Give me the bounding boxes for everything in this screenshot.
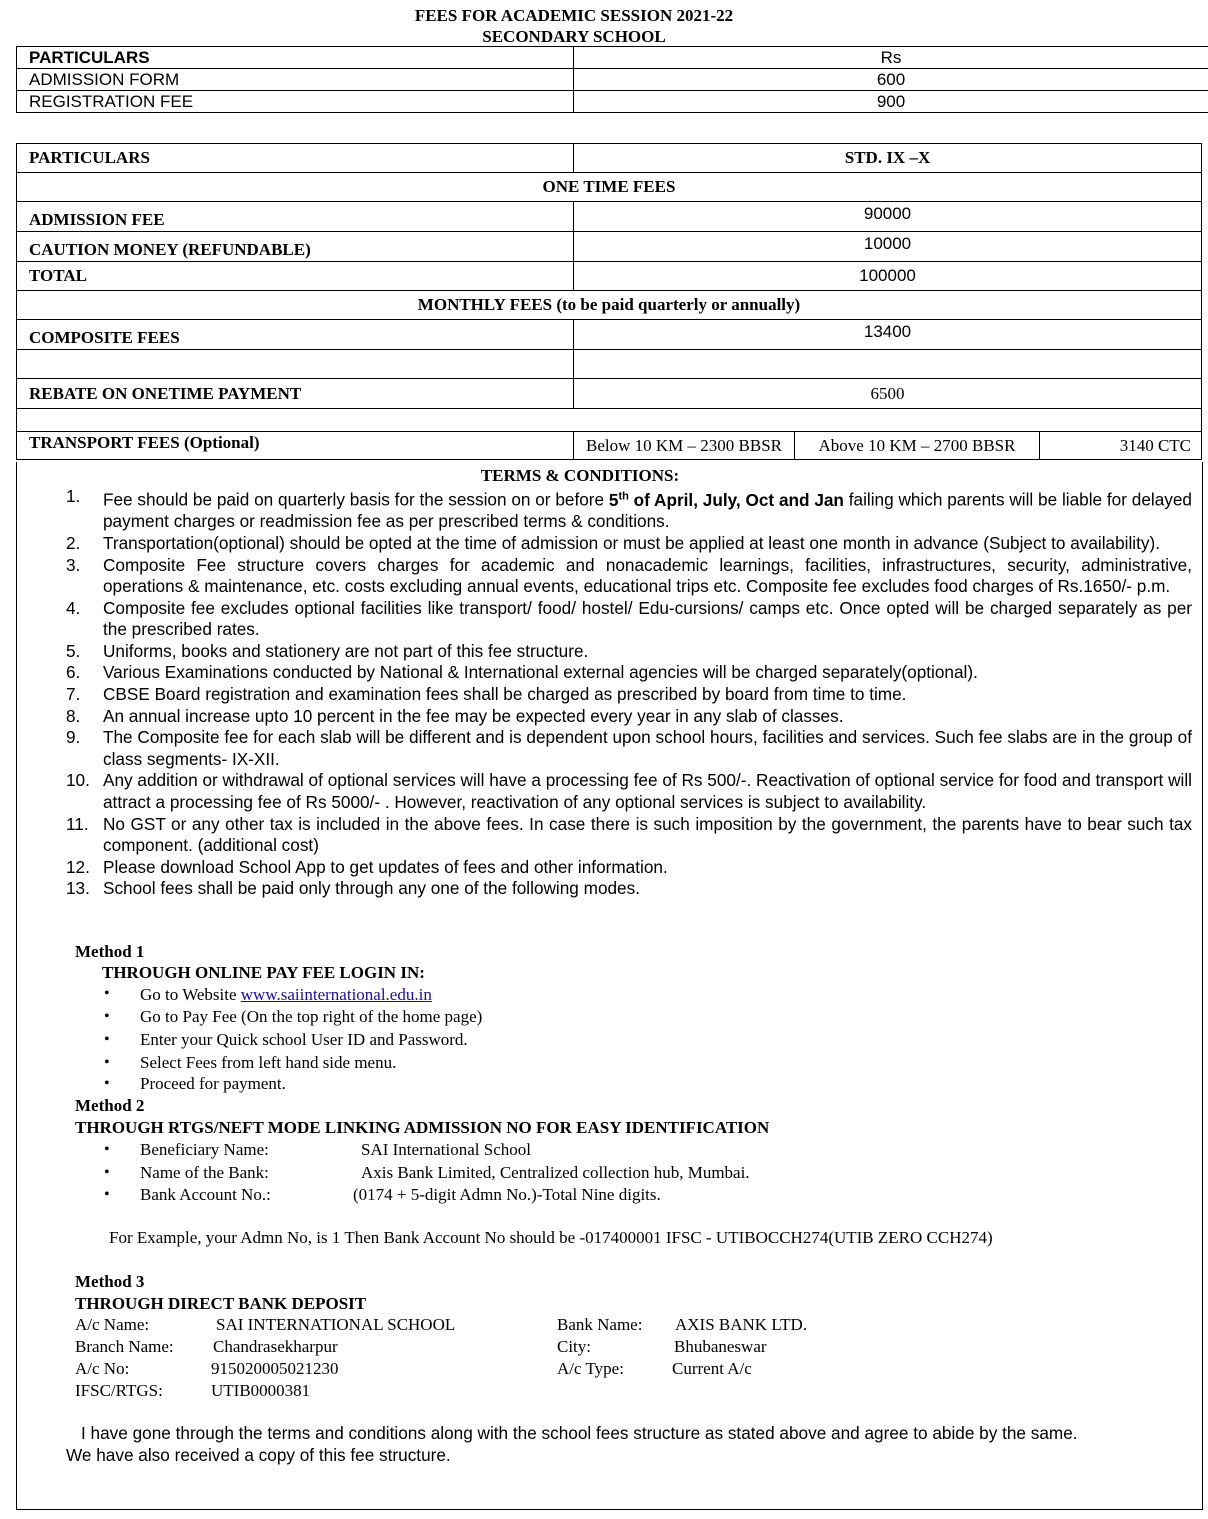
method3-subtitle: THROUGH DIRECT BANK DEPOSIT bbox=[75, 1294, 367, 1313]
table-cell-empty bbox=[17, 350, 574, 379]
term-text: No GST or any other tax is included in the above fees. In case there is such imposition by the government, the parents have to bear such tax component. (additional cost) bbox=[103, 813, 1192, 856]
table-header-std: STD. IX –X bbox=[574, 144, 1202, 173]
term-superscript: th bbox=[618, 490, 629, 502]
list-number: 1. bbox=[66, 486, 81, 506]
table-row bbox=[17, 379, 1202, 409]
term-text: Transportation(optional) should be opted at the time of admission or must be applied at least one month in advance (Subject to availability). bbox=[103, 532, 1160, 553]
table-header-particulars: PARTICULARS bbox=[17, 144, 574, 173]
account-value: (0174 + 5-digit Admn No.)-Total Nine digits. bbox=[353, 1185, 661, 1204]
table-cell: Below 10 KM – 2300 BBSR bbox=[574, 432, 795, 460]
list-item bbox=[28, 706, 1192, 728]
table-row bbox=[17, 69, 1208, 91]
bullet-icon: • bbox=[104, 1141, 110, 1158]
city-label: City: bbox=[557, 1337, 592, 1356]
terms-list bbox=[28, 486, 1192, 900]
term-text: Please download School App to get updates of fees and other information. bbox=[103, 856, 668, 877]
table-cell: Above 10 KM – 2700 BBSR bbox=[795, 432, 1040, 460]
table-row bbox=[17, 432, 1202, 460]
table-cell: TRANSPORT FEES (Optional) bbox=[17, 432, 574, 460]
list-number: 10. bbox=[66, 770, 90, 791]
ifsc-value: UTIB0000381 bbox=[211, 1381, 311, 1400]
table-cell: 100000 bbox=[574, 262, 1202, 291]
table-cell: 10000 bbox=[574, 232, 1202, 262]
fee-structure-table bbox=[16, 143, 1202, 460]
branch-label: Branch Name: bbox=[75, 1337, 174, 1356]
term-text: failing which parents will be liable for delayed payment charges or readmission fee as per prescribed terms & conditions. bbox=[103, 489, 1192, 532]
declaration-line1: I have gone through the terms and conditions along with the school fees structure as stated above and agree to abide by the same. bbox=[81, 1423, 1078, 1443]
ifsc-label: IFSC/RTGS: bbox=[75, 1381, 163, 1400]
table-cell: REBATE ON ONETIME PAYMENT bbox=[17, 379, 574, 409]
term-text: The Composite fee for each slab will be different and is dependent upon school hours, facilities and services. Such fee slabs are in the group of class segments- IX-XII. bbox=[103, 727, 1192, 769]
section-monthly-fees: MONTHLY FEES (to be paid quarterly or annually) bbox=[17, 291, 1202, 320]
list-item bbox=[28, 555, 1192, 598]
bullet-icon: • bbox=[104, 1031, 110, 1048]
list-item bbox=[28, 684, 1192, 706]
table-cell: TOTAL bbox=[17, 262, 574, 291]
bullet-icon: • bbox=[104, 1186, 110, 1203]
bullet-icon: • bbox=[104, 985, 110, 1002]
table-row bbox=[17, 173, 1202, 202]
ac-type-label: A/c Type: bbox=[557, 1359, 624, 1378]
list-item bbox=[28, 878, 1192, 900]
table-row bbox=[17, 320, 1202, 350]
list-number: 2. bbox=[66, 532, 81, 553]
list-number: 8. bbox=[66, 705, 81, 726]
ac-no-value: 915020005021230 bbox=[211, 1359, 339, 1378]
table-row bbox=[17, 144, 1202, 173]
table-row bbox=[17, 232, 1202, 262]
list-item bbox=[28, 533, 1192, 555]
table-cell-empty bbox=[17, 409, 1202, 432]
list-item bbox=[28, 598, 1192, 641]
table-cell: COMPOSITE FEES bbox=[17, 320, 574, 350]
method2-title: Method 2 bbox=[75, 1096, 145, 1115]
list-item bbox=[28, 857, 1192, 879]
bullet-icon: • bbox=[104, 1054, 110, 1071]
method3-title: Method 3 bbox=[75, 1272, 145, 1291]
term-text: Composite fee excludes optional facilities like transport/ food/ hostel/ Edu-cursions/ camps etc. Once opted will be charged separately as per the prescribed rates. bbox=[103, 597, 1192, 640]
term-text: School fees shall be paid only through any one of the following modes. bbox=[103, 878, 640, 899]
method1-title: Method 1 bbox=[75, 942, 145, 961]
declaration-line2: We have also received a copy of this fee structure. bbox=[66, 1445, 451, 1465]
table-row bbox=[17, 202, 1202, 232]
branch-value: Chandrasekharpur bbox=[213, 1337, 338, 1356]
table-cell: ADMISSION FORM bbox=[17, 69, 574, 91]
term-text-bold: 5 bbox=[608, 489, 619, 510]
table-cell: 900 bbox=[574, 91, 1208, 113]
method1-step1 bbox=[140, 985, 432, 1005]
table-cell: CAUTION MONEY (REFUNDABLE) bbox=[17, 232, 574, 262]
list-item bbox=[28, 770, 1192, 813]
bank-label: Name of the Bank: bbox=[140, 1163, 269, 1182]
section-one-time-fees: ONE TIME FEES bbox=[17, 173, 1202, 202]
table-cell: 13400 bbox=[574, 320, 1202, 350]
table-header-rs: Rs bbox=[574, 47, 1208, 69]
method1-step4: Select Fees from left hand side menu. bbox=[140, 1053, 397, 1072]
bullet-icon: • bbox=[104, 1008, 110, 1025]
method1-step5: Proceed for payment. bbox=[140, 1074, 286, 1093]
list-number: 4. bbox=[66, 597, 81, 618]
table-cell: REGISTRATION FEE bbox=[17, 91, 574, 113]
bank-name-label: Bank Name: bbox=[557, 1315, 643, 1334]
bank-value: Axis Bank Limited, Centralized collection hub, Mumbai. bbox=[361, 1163, 750, 1182]
list-item bbox=[28, 486, 1192, 533]
list-item bbox=[28, 727, 1192, 770]
table-cell: 3140 CTC bbox=[1040, 432, 1202, 460]
beneficiary-value: SAI International School bbox=[361, 1140, 531, 1159]
bank-name-value: AXIS BANK LTD. bbox=[675, 1315, 808, 1334]
document-subtitle: SECONDARY SCHOOL bbox=[482, 27, 666, 46]
table-row bbox=[17, 409, 1202, 432]
term-text: Uniforms, books and stationery are not part of this fee structure. bbox=[103, 640, 589, 661]
term-text: Various Examinations conducted by National & International external agencies will be charged separately(optional). bbox=[103, 662, 978, 683]
ac-type-value: Current A/c bbox=[672, 1359, 752, 1378]
table-cell: 600 bbox=[574, 69, 1208, 91]
step-text: Go to Website bbox=[140, 985, 241, 1004]
table-header-particulars: PARTICULARS bbox=[17, 47, 574, 69]
table-cell: ADMISSION FEE bbox=[17, 202, 574, 232]
list-item bbox=[28, 662, 1192, 684]
term-text: Fee should be paid on quarterly basis for the session on or before bbox=[103, 489, 609, 510]
ac-no-label: A/c No: bbox=[75, 1359, 130, 1378]
list-number: 6. bbox=[66, 662, 81, 683]
bullet-icon: • bbox=[104, 1164, 110, 1181]
term-text-bold: of April, July, Oct and Jan bbox=[628, 489, 844, 510]
table-row bbox=[17, 47, 1208, 69]
document-title: FEES FOR ACADEMIC SESSION 2021-22 bbox=[414, 6, 734, 25]
city-value: Bhubaneswar bbox=[674, 1337, 767, 1356]
ac-name-value: SAI INTERNATIONAL SCHOOL bbox=[216, 1315, 456, 1334]
term-text: CBSE Board registration and examination fees shall be charged as prescribed by board from time to time. bbox=[103, 684, 907, 705]
method1-step3: Enter your Quick school User ID and Password. bbox=[140, 1030, 468, 1049]
account-example: For Example, your Admn No, is 1 Then Bank Account No should be -017400001 IFSC - UTIBOCCH274(UTIB ZERO CCH274) bbox=[109, 1228, 993, 1247]
website-link[interactable]: www.saiinternational.edu.in bbox=[240, 985, 432, 1004]
term-text: An annual increase upto 10 percent in the fee may be expected every year in any slab of classes. bbox=[103, 705, 844, 726]
list-number: 5. bbox=[66, 640, 81, 661]
form-fee-table bbox=[16, 46, 1208, 113]
table-row bbox=[17, 91, 1208, 113]
list-number: 11. bbox=[66, 813, 89, 834]
list-number: 9. bbox=[66, 727, 81, 748]
table-row bbox=[17, 262, 1202, 291]
list-item bbox=[28, 641, 1192, 663]
list-number: 3. bbox=[66, 554, 81, 575]
table-row bbox=[17, 291, 1202, 320]
table-cell: 90000 bbox=[574, 202, 1202, 232]
list-item bbox=[28, 814, 1192, 857]
bullet-icon: • bbox=[104, 1075, 110, 1092]
list-number: 13. bbox=[66, 878, 90, 899]
method1-step2: Go to Pay Fee (On the top right of the home page) bbox=[140, 1007, 483, 1026]
ac-name-label: A/c Name: bbox=[75, 1315, 150, 1334]
account-label: Bank Account No.: bbox=[140, 1185, 271, 1204]
terms-title: TERMS & CONDITIONS: bbox=[480, 466, 680, 485]
method2-subtitle: THROUGH RTGS/NEFT MODE LINKING ADMISSION NO FOR EASY IDENTIFICATION bbox=[75, 1118, 770, 1137]
list-number: 12. bbox=[66, 856, 90, 877]
list-number: 7. bbox=[66, 684, 81, 705]
table-cell-empty bbox=[574, 350, 1202, 379]
term-text: Composite Fee structure covers charges for academic and nonacademic learnings, facilities, infrastructures, security, administrative, operations & maintenance, etc. costs excluding annual events, educational trips etc. Composite fee excludes food charges of Rs.1650/- p.m. bbox=[103, 554, 1192, 597]
table-cell: 6500 bbox=[574, 379, 1202, 409]
method1-subtitle: THROUGH ONLINE PAY FEE LOGIN IN: bbox=[102, 963, 425, 982]
term-text: Any addition or withdrawal of optional services will have a processing fee of Rs 500/-. Reactivation of optional service for food and transport will attract a processing fee of Rs 5000/- . However, reactivation of any optional services is subject to availability. bbox=[103, 770, 1192, 813]
table-row bbox=[17, 350, 1202, 379]
beneficiary-label: Beneficiary Name: bbox=[140, 1140, 269, 1159]
